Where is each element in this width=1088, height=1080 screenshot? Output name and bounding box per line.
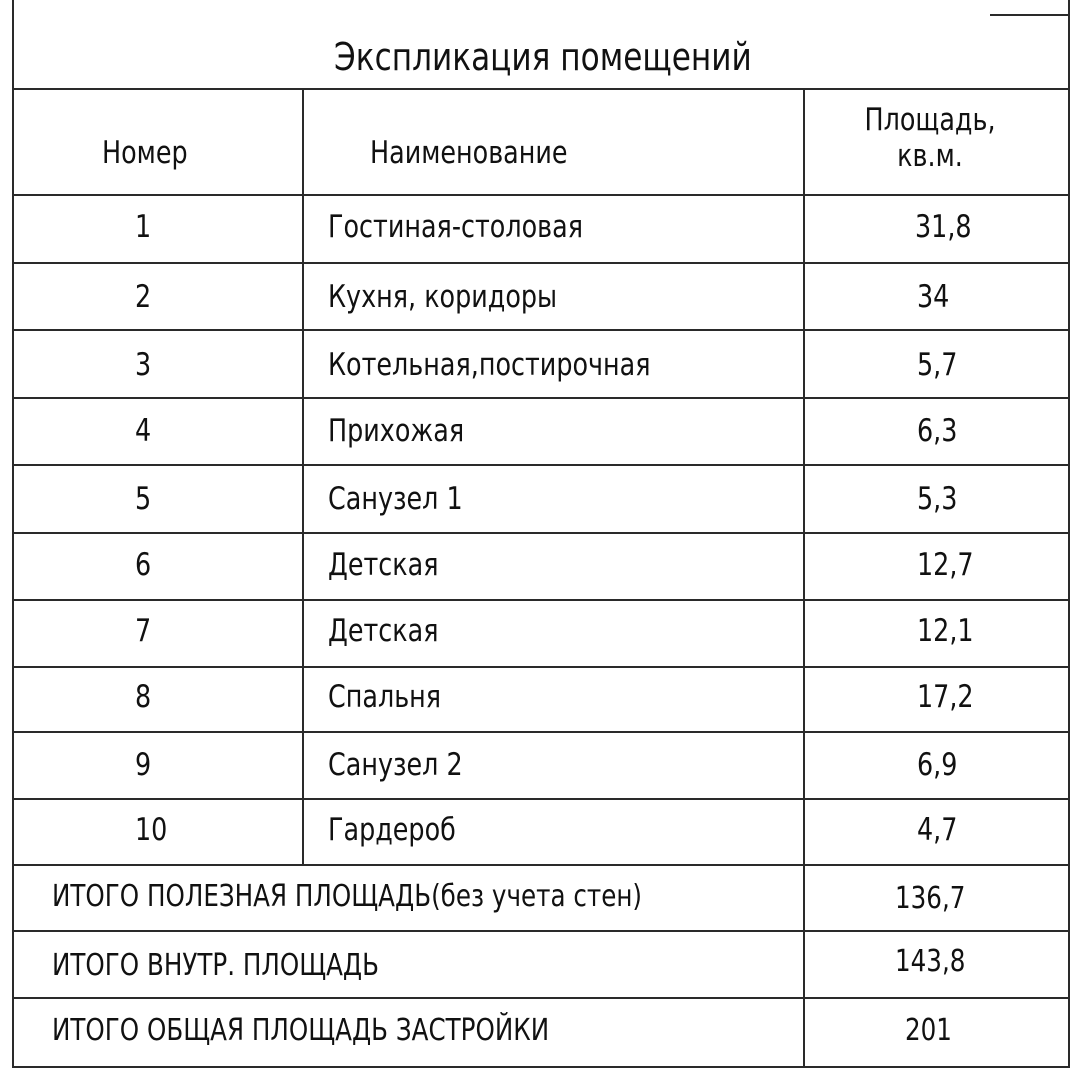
row-name: Прихожая xyxy=(328,413,465,449)
row-name: Детская xyxy=(328,613,439,649)
row-number: 5 xyxy=(135,481,152,517)
row-name: Гардероб xyxy=(328,812,456,848)
divider-row-5 xyxy=(12,532,1070,534)
row-number: 1 xyxy=(135,209,152,245)
total-value: 201 xyxy=(905,1013,952,1048)
divider-row-6 xyxy=(12,599,1070,601)
total-label: ИТОГО ОБЩАЯ ПЛОЩАДЬ ЗАСТРОЙКИ xyxy=(52,1013,550,1048)
row-area: 17,2 xyxy=(917,679,974,715)
table-border-bottom xyxy=(12,1066,1070,1068)
row-number: 4 xyxy=(135,413,152,449)
row-name: Санузел 2 xyxy=(328,747,463,783)
row-area: 5,3 xyxy=(917,481,958,517)
row-number: 6 xyxy=(135,547,152,583)
header-area-line1: Площадь, xyxy=(864,102,996,138)
row-name: Спальня xyxy=(328,679,442,715)
total-label: ИТОГО ПОЛЕЗНАЯ ПЛОЩАДЬ(без учета стен) xyxy=(52,879,643,914)
header-area xyxy=(832,103,1029,174)
divider-row-7 xyxy=(12,666,1070,668)
row-number: 7 xyxy=(135,613,152,649)
row-name: Санузел 1 xyxy=(328,481,463,517)
total-value: 143,8 xyxy=(895,944,966,979)
divider-row-8 xyxy=(12,731,1070,733)
divider-row-3 xyxy=(12,397,1070,399)
divider-row-4 xyxy=(12,464,1070,466)
total-value: 136,7 xyxy=(895,881,966,916)
row-number: 3 xyxy=(135,347,152,383)
row-area: 6,9 xyxy=(917,747,958,783)
row-area: 6,3 xyxy=(917,413,958,449)
row-name: Котельная,постирочная xyxy=(328,347,651,383)
row-name: Кухня, коридоры xyxy=(328,279,558,315)
row-area: 31,8 xyxy=(915,209,972,245)
row-area: 4,7 xyxy=(917,812,958,848)
total-label: ИТОГО ВНУТР. ПЛОЩАДЬ xyxy=(52,948,380,983)
row-number: 2 xyxy=(135,279,152,315)
table-border-right xyxy=(1068,0,1070,1068)
row-area: 34 xyxy=(917,279,950,315)
column-divider-number xyxy=(302,88,304,865)
row-area: 12,7 xyxy=(917,547,974,583)
table-border-left xyxy=(12,0,14,1068)
divider-row-9 xyxy=(12,798,1070,800)
row-area: 12,1 xyxy=(917,613,974,649)
row-area: 5,7 xyxy=(917,347,958,383)
column-divider-name xyxy=(803,88,805,1066)
row-name: Гостиная-столовая xyxy=(328,209,584,245)
row-number: 8 xyxy=(135,679,152,715)
table-title: Экспликация помещений xyxy=(334,35,752,79)
divider-row-1 xyxy=(12,262,1070,264)
divider-title xyxy=(12,88,1070,90)
divider-total-1 xyxy=(12,930,1070,932)
row-number: 9 xyxy=(135,747,152,783)
row-name: Детская xyxy=(328,547,439,583)
divider-header xyxy=(12,194,1070,196)
header-area-line2: кв.м. xyxy=(897,137,963,174)
header-name: Наименование xyxy=(370,135,568,171)
divider-row-10 xyxy=(12,864,1070,866)
divider-total-2 xyxy=(12,997,1070,999)
table-border-top-right xyxy=(990,14,1070,16)
header-number: Номер xyxy=(102,135,188,171)
divider-row-2 xyxy=(12,329,1070,331)
row-number: 10 xyxy=(135,812,168,848)
